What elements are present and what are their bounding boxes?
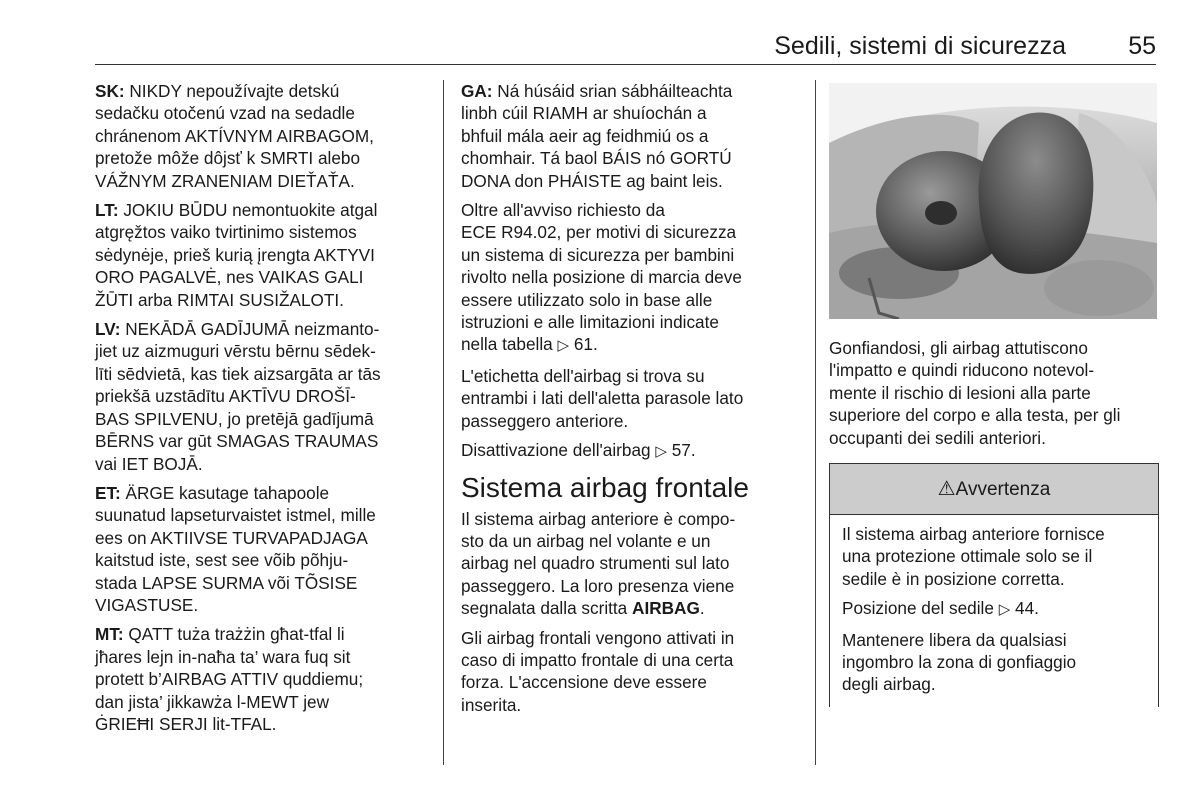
warning-title: Avvertenza — [955, 479, 1051, 501]
warning-box — [829, 463, 1159, 707]
illustration-caption: Gonfiandosi, gli airbag attutiscono l'impatto e quindi riducono notevol- mente il rischio di lesioni alla parte superiore del corpo e alla testa, per gli occupanti dei sedili anteriori. — [829, 338, 1121, 448]
airbag-label: AIRBAG — [632, 598, 700, 619]
lang-label-lt: LT: — [95, 200, 119, 221]
lang-label-ga: GA: — [461, 81, 493, 101]
warning-text-sk: NIKDY nepoužívajte detskú sedačku otočenú vzad na sedadle chránenom AKTÍVNYM AIRBAGOM, pretože môže dôjsť k SMRTI alebo VÁŽNYM ZRANENIAM DIEŤAŤA. — [95, 81, 374, 191]
section-heading: Sistema airbag frontale — [461, 471, 749, 503]
seat-position-paragraph — [842, 597, 1146, 621]
activation-paragraph: Gli airbag frontali vengono attivati in caso di impatto frontale di una certa forza. L'accensione deve essere inserita. — [461, 627, 735, 715]
lang-label-sk: SK: — [95, 81, 125, 101]
seat-position-text: Posizione del sedile — [842, 598, 994, 619]
warning-header — [830, 464, 1158, 515]
label-paragraph: L'etichetta dell'airbag si trova su entrambi i lati dell'aletta parasole lato passeggero anteriore. — [461, 365, 744, 431]
warning-ga — [461, 80, 806, 192]
system-text-end: . — [699, 598, 705, 619]
column-1 — [95, 80, 435, 742]
page-ref-44[interactable]: 44. — [1015, 598, 1039, 619]
page-header — [95, 30, 1156, 65]
warning-lt — [95, 199, 435, 311]
warning-mt — [95, 623, 435, 735]
warning-text-lt: JOKIU BŪDU nemontuokite atgal atgręžtos vaiko tvirtinimo sistemos sėdynėje, prieš kurią įrengta AKTYVI ORO PAGALVĖ, nes VAIKAS GALI ŽŪTI arba RIMTAI SUSIŽALOTI. — [95, 200, 378, 310]
page-ref-57[interactable]: 57. — [671, 440, 696, 461]
deactivation-text: Disattivazione dell'airbag — [461, 440, 651, 461]
warning-body — [830, 515, 1158, 707]
column-divider-1 — [443, 80, 444, 765]
warning-et — [95, 482, 435, 616]
page-number: 55 — [1128, 32, 1156, 60]
warning-text-lv: NEKĀDĀ GADĪJUMĀ neizmanto- jiet uz aizmuguri vērstu bērnu sēdek- līti sēdvietā, kas tiek aizsargāta ar tās priekšā uzstādītu AKTĪVU DROŠĪ- BAS SPILVENU, jo pretējā gadījumā BĒRNS var gūt SMAGAS TRAUMAS vai IET BOJĀ. — [95, 319, 381, 474]
ece-paragraph — [461, 199, 806, 358]
warning-text-3: Mantenere libera da qualsiasi ingombro la zona di gonfiaggio degli airbag. — [842, 629, 1077, 695]
column-2 — [461, 80, 806, 723]
ece-text: Oltre all'avviso richiesto da ECE R94.02, per motivi di sicurezza un sistema di sicurezza per bambini rivolto nella posizione di marcia deve essere utilizzato solo in base alle istruzioni e alle limitazioni indicate nella tabella — [461, 200, 742, 355]
system-paragraph — [461, 508, 806, 620]
warning-sk — [95, 80, 435, 192]
column-3 — [829, 80, 1159, 707]
arrow-ref-icon: ▷ — [557, 337, 570, 355]
airbag-illustration — [829, 83, 1157, 319]
arrow-ref-icon: ▷ — [998, 601, 1011, 619]
page-ref-61[interactable]: 61. — [573, 334, 598, 355]
lang-label-lv: LV: — [95, 319, 121, 340]
deactivation-paragraph — [461, 439, 806, 463]
warning-text-1: Il sistema airbag anteriore fornisce una protezione ottimale solo se il sedile è in posizione corretta. — [842, 524, 1105, 589]
warning-triangle-icon: ⚠ — [937, 478, 956, 501]
lang-label-et: ET: — [95, 482, 121, 503]
arrow-ref-icon: ▷ — [655, 443, 667, 461]
warning-text-ga: Ná húsáid srian sábháilteachta linbh cúil RIAMH ar shuíochán a bhfuil mála aeir ag feidhmiú os a chomhair. Tá baol BÁIS nó GORTÚ DONA don PHÁISTE ag baint leis. — [461, 81, 733, 191]
section-title: Sedili, sistemi di sicurezza — [774, 32, 1066, 60]
airbag-photo — [829, 83, 1157, 319]
column-divider-2 — [815, 80, 816, 765]
warning-text-et: ÄRGE kasutage tahapoole suunatud lapseturvaistet istmel, mille ees on AKTIIVSE TURVAPADJAGA kaitstud iste, sest see võib põhju- stada LAPSE SURMA või TÕSISE VIGASTUSE. — [95, 482, 376, 615]
system-text: Il sistema airbag anteriore è compo- sto da un airbag nel volante e un airbag nel quadro strumenti sul lato passeggero. La loro presenza viene segnalata dalla scritta — [461, 508, 736, 619]
lang-label-mt: MT: — [95, 624, 124, 645]
warning-text-mt: QATT tuża trażżin għat-tfal li jħares lejn in-naħa ta’ wara fuq sit protett b’AIRBAG ATTIV quddiemu; dan jista’ jikkawża l-MEWT jew ĠRIEĦI SERJI lit-TFAL. — [95, 624, 364, 734]
warning-lv — [95, 318, 435, 475]
